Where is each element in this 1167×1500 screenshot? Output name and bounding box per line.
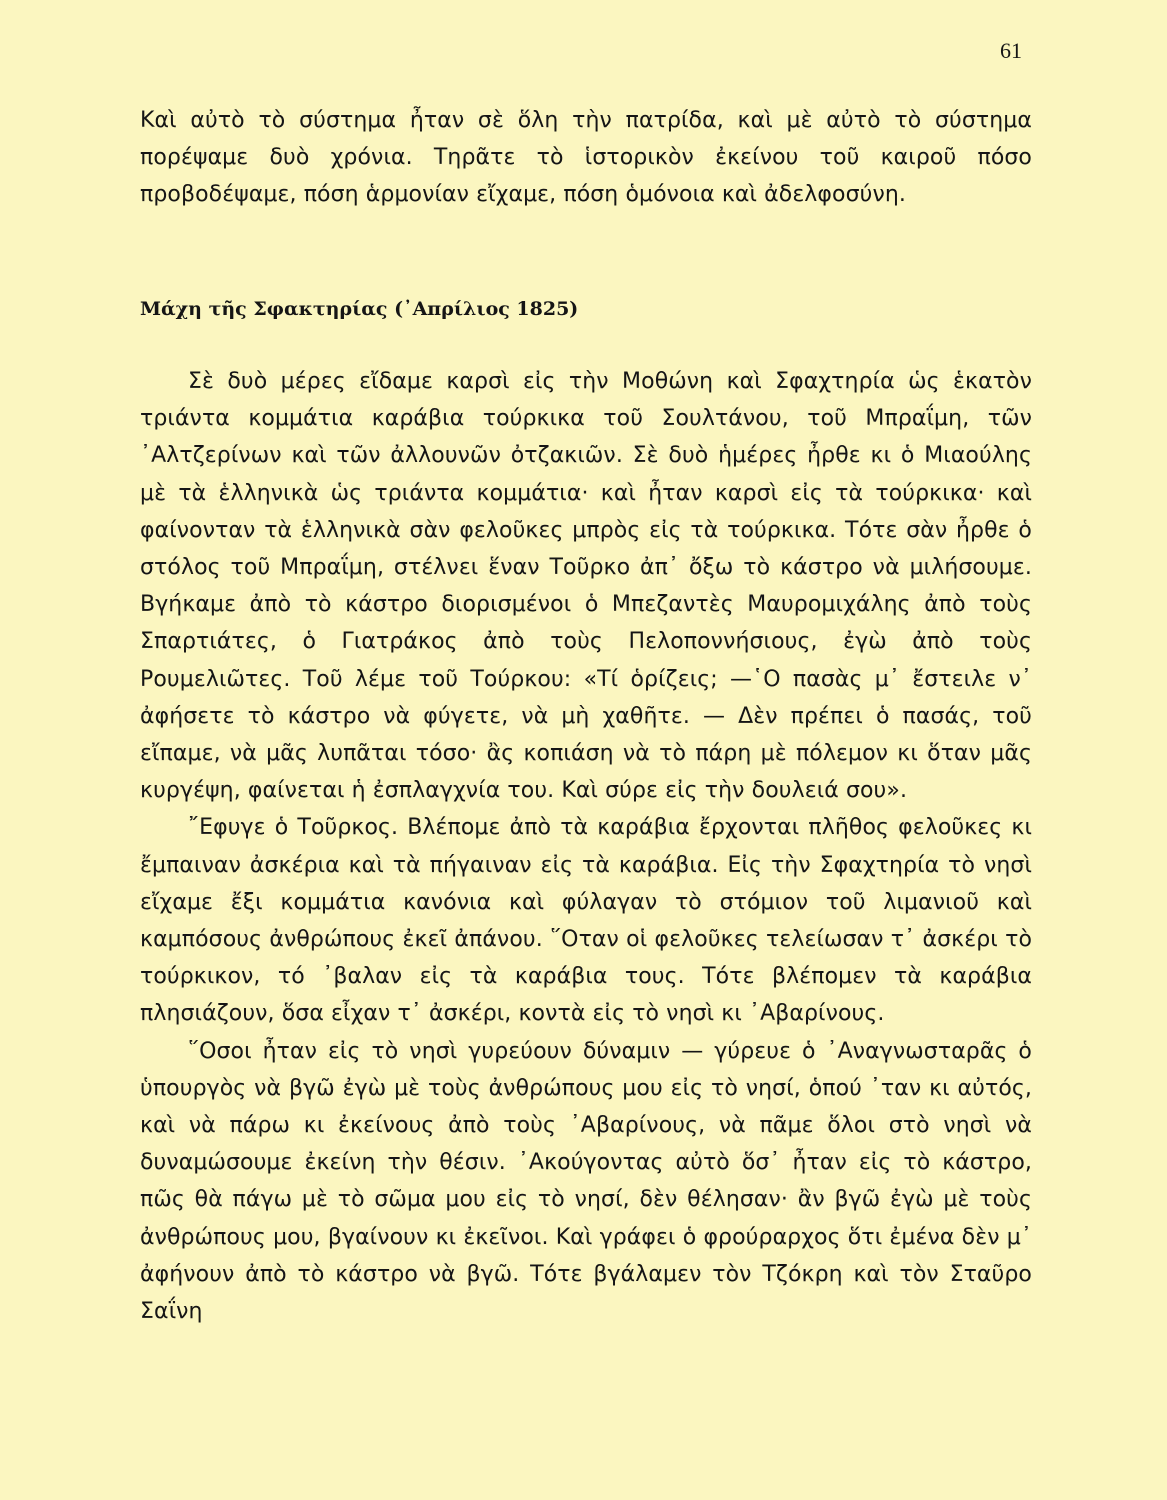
page-number: 61 bbox=[1000, 38, 1022, 63]
paragraph: ῎Εφυγε ὁ Τοῦρκος. Βλέπομε ἀπὸ τὰ καράβια ἔρχονται πλῆθος φελοῦκες κι ἔμπαιναν ἀσκέρια καὶ τὰ πήγαιναν εἰς τὰ καράβια. Εἰς τὴν Σφαχτηρία τὸ νησὶ εἴχαμε ἔξι κομμάτια κανόνια καὶ φύλαγαν τὸ στόμιον τοῦ λιμανιοῦ καὶ καμπόσους ἀνθρώπους ἐκεῖ ἀπάνου. ῞Οταν οἱ φελοῦκες τελείωσαν τ᾿ ἀσκέρι τὸ τούρκικον, τό ᾿βαλαν εἰς τὰ καράβια τους. Τότε βλέπομεν τὰ καράβια πλησιάζουν, ὅσα εἶχαν τ᾿ ἀσκέρι, κοντὰ εἰς τὸ νησὶ κι ᾿Αβαρίνους. bbox=[140, 815, 1032, 1027]
intro-text bbox=[140, 102, 1032, 214]
section-title: Μάχη τῆς Σφακτηρίας (᾿Απρίλιος 1825) bbox=[140, 298, 579, 320]
paragraph: Σὲ δυὸ μέρες εἴδαμε καρσὶ εἰς τὴν Μοθώνη καὶ Σφαχτηρία ὡς ἑκατὸν τριάντα κομμάτια καράβια τούρκικα τοῦ Σουλτάνου, τοῦ Μπραΐμη, τῶν ᾿Αλτζερίνων καὶ τῶν ἀλλουνῶν ὀτζακιῶν. Σὲ δυὸ ἡμέρες ἦρθε κι ὁ Μιαούλης μὲ τὰ ἑλληνικὰ ὡς τριάντα κομμάτια· καὶ ἦταν καρσὶ εἰς τὰ τούρκικα· καὶ φαίνονταν τὰ ἑλληνικὰ σὰν φελοῦκες μπρὸς εἰς τὰ τούρκικα. Τότε σὰν ἦρθε ὁ στόλος τοῦ Μπραΐμη, στέλνει ἕναν Τοῦρκο ἀπ᾿ ὄξω τὸ κάστρο νὰ μιλήσουμε. Βγήκαμε ἀπὸ τὸ κάστρο διορισμένοι ὁ Μπεζαντὲς Μαυρομιχάλης ἀπὸ τοὺς Σπαρτιάτες, ὁ Γιατράκος ἀπὸ τοὺς Πελοποννήσιους, ἐγὼ ἀπὸ τοὺς Ρουμελιῶτες. Τοῦ λέμε τοῦ Τούρκου: «Τί ὁρίζεις; —῾Ο πασὰς μ᾿ ἔστειλε ν᾿ ἀφήσετε τὸ κάστρο νὰ φύγετε, νὰ μὴ χαθῆτε. — Δὲν πρέπει ὁ πασάς, τοῦ εἴπαμε, νὰ μᾶς λυπᾶται τόσο· ἂς κοπιάση νὰ τὸ πάρη μὲ πόλεμον κι ὅταν μᾶς κυργέψη, φαίνεται ἡ ἐσπλαγχνία του. Καὶ σύρε εἰς τὴν δουλειά σου». bbox=[140, 369, 1032, 804]
paragraph: Καὶ αὐτὸ τὸ σύστημα ἦταν σὲ ὅλη τὴν πατρίδα, καὶ μὲ αὐτὸ τὸ σύστημα πορέψαμε δυὸ χρόνια. Τηρᾶτε τὸ ἱστορικὸν ἐκείνου τοῦ καιροῦ πόσο προβοδέψαμε, πόση ἁρμονίαν εἴχαμε, πόση ὁμόνοια καὶ ἀδελφοσύνη. bbox=[140, 108, 1032, 208]
paragraph: ῞Οσοι ἦταν εἰς τὸ νησὶ γυρεύουν δύναμιν — γύρευε ὁ ᾿Αναγνωσταρᾶς ὁ ὑπουργὸς νὰ βγῶ ἐγὼ μὲ τοὺς ἀνθρώπους μου εἰς τὸ νησί, ὁπού ᾿ταν κι αὐτός, καὶ νὰ πάρω κι ἐκείνους ἀπὸ τοὺς ᾿Αβαρίνους, νὰ πᾶμε ὅλοι στὸ νησὶ νὰ δυναμώσουμε ἐκείνη τὴν θέσιν. ᾿Ακούγοντας αὐτὸ ὅσ᾿ ἦταν εἰς τὸ κάστρο, πῶς θὰ πάγω μὲ τὸ σῶμα μου εἰς τὸ νησί, δὲν θέλησαν· ἂν βγῶ ἐγὼ μὲ τοὺς ἀνθρώπους μου, βγαίνουν κι ἐκεῖνοι. Καὶ γράφει ὁ φρούραρχος ὅτι ἐμένα δὲν μ᾿ ἀφήνουν ἀπὸ τὸ κάστρο νὰ βγῶ. Τότε βγάλαμεν τὸν Τζόκρη καὶ τὸν Σταῦρο Σαΐνη bbox=[140, 1038, 1032, 1325]
body-text bbox=[140, 363, 1032, 1330]
